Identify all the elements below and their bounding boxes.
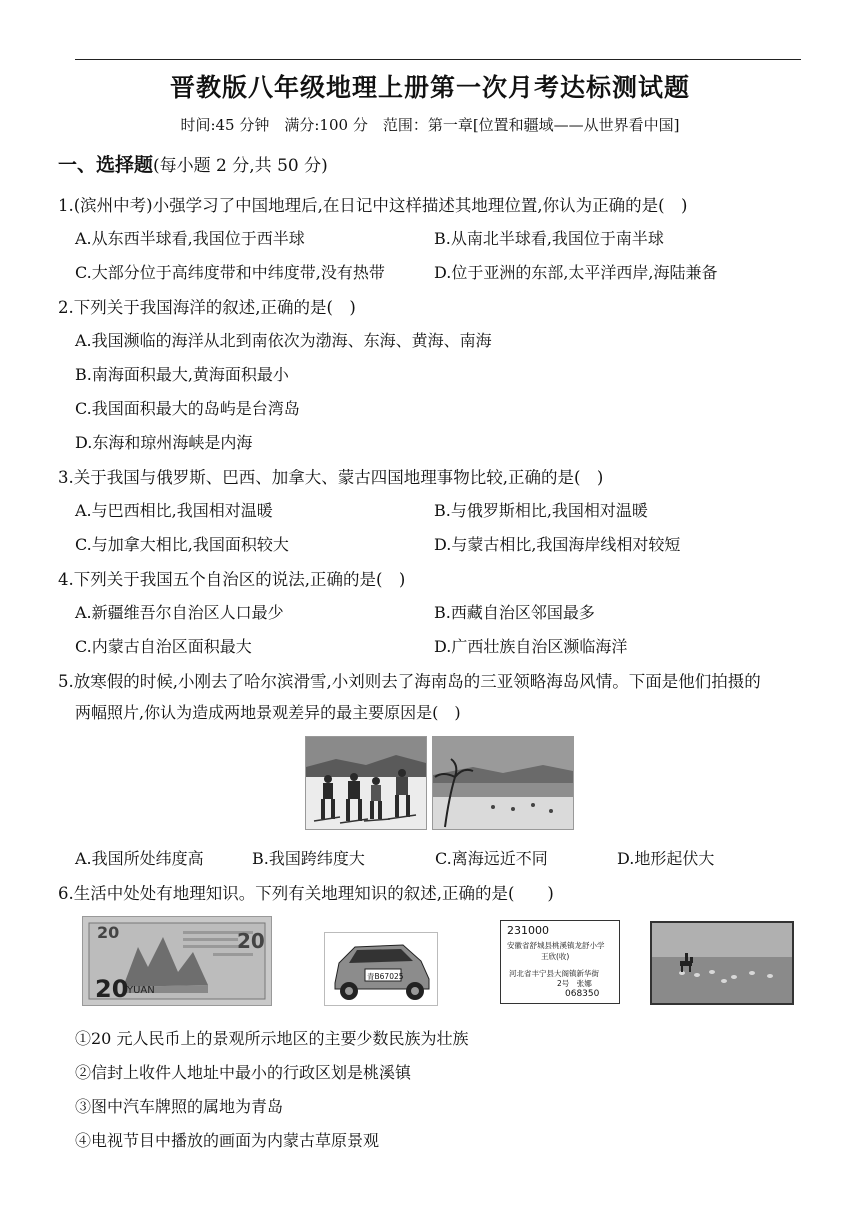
question-6-stem: 6.生活中处处有地理知识。下列有关地理知识的叙述,正确的是( ) [58, 884, 554, 903]
q6-statement-4: ④电视节目中播放的画面为内蒙古草原景观 [75, 1131, 380, 1150]
banknote-yuan: YUAN [127, 985, 155, 996]
q3-option-c: C.与加拿大相比,我国面积较大 [75, 535, 289, 554]
q5-option-b: B.我国跨纬度大 [252, 849, 365, 868]
q4-option-d: D.广西壮族自治区濒临海洋 [434, 637, 628, 656]
q5-option-d: D.地形起伏大 [617, 849, 715, 868]
section-heading [58, 150, 328, 177]
envelope-recipient-name: 王欣(收) [541, 952, 570, 961]
question-1-stem: 1.(滨州中考)小强学习了中国地理后,在日记中这样描述其地理位置,你认为正确的是( ) [58, 196, 688, 215]
question-5-stem-cont: 两幅照片,你认为造成两地景观差异的最主要原因是( ) [75, 703, 461, 722]
section-label: 一、选择题 [58, 154, 154, 176]
q2-option-d: D.东海和琼州海峡是内海 [75, 433, 253, 452]
q2-option-a: A.我国濒临的海洋从北到南依次为渤海、东海、黄海、南海 [75, 331, 492, 350]
exam-subtitle: 时间:45 分钟 满分:100 分 范围：第一章[位置和疆域——从世界看中国] [180, 116, 680, 134]
license-plate: 青B67025 [367, 972, 404, 981]
question-2-stem: 2.下列关于我国海洋的叙述,正确的是( ) [58, 298, 356, 317]
q3-option-a: A.与巴西相比,我国相对温暖 [75, 501, 273, 520]
section-note: (每小题 2 分,共 50 分) [153, 156, 328, 176]
q3-option-b: B.与俄罗斯相比,我国相对温暖 [434, 501, 648, 520]
banknote-image [82, 916, 272, 1006]
question-4-stem: 4.下列关于我国五个自治区的说法,正确的是( ) [58, 570, 406, 589]
question-5-stem: 5.放寒假的时候,小刚去了哈尔滨滑雪,小刘则去了海南岛的三亚领略海岛风情。下面是他们拍摄的 [58, 672, 761, 691]
q1-option-a: A.从东西半球看,我国位于西半球 [75, 229, 305, 248]
q1-option-d: D.位于亚洲的东部,太平洋西岸,海陆兼备 [434, 263, 718, 282]
envelope-recipient-address: 安徽省舒城县桃溪镇龙舒小学 [507, 941, 605, 950]
q4-option-b: B.西藏自治区邻国最多 [434, 603, 595, 622]
q6-statement-3: ③图中汽车牌照的属地为青岛 [75, 1097, 284, 1116]
q2-option-b: B.南海面积最大,黄海面积最小 [75, 365, 289, 384]
envelope-postcode-top: 231000 [507, 924, 549, 937]
banknote-value-right: 20 [237, 929, 265, 953]
beach-photo [432, 736, 574, 830]
q6-statement-1: ①20 元人民币上的景观所示地区的主要少数民族为壮族 [75, 1029, 469, 1048]
q4-option-c: C.内蒙古自治区面积最大 [75, 637, 252, 656]
envelope-sender-address: 河北省丰宁县大阁镇新华街 [509, 969, 599, 978]
q5-option-a: A.我国所处纬度高 [75, 849, 204, 868]
q6-statement-2: ②信封上收件人地址中最小的行政区划是桃溪镇 [75, 1063, 412, 1082]
envelope-postcode-bottom: 068350 [565, 989, 600, 999]
car-image [324, 932, 438, 1006]
q1-option-c: C.大部分位于高纬度带和中纬度带,没有热带 [75, 263, 385, 282]
envelope-sender-name: 2号 张娜 [557, 979, 592, 988]
q3-option-d: D.与蒙古相比,我国海岸线相对较短 [434, 535, 681, 554]
banknote-value-top: 20 [97, 923, 120, 942]
question-3-stem: 3.关于我国与俄罗斯、巴西、加拿大、蒙古四国地理事物比较,正确的是( ) [58, 468, 604, 487]
q5-option-c: C.离海远近不同 [435, 849, 548, 868]
q4-option-a: A.新疆维吾尔自治区人口最少 [75, 603, 284, 622]
exam-title: 晋教版八年级地理上册第一次月考达标测试题 [169, 73, 690, 102]
top-rule [75, 59, 801, 60]
banknote-value-bottom: 20 [95, 975, 129, 1003]
envelope-image [500, 920, 620, 1004]
q2-option-c: C.我国面积最大的岛屿是台湾岛 [75, 399, 300, 418]
grassland-photo [650, 921, 794, 1005]
q1-option-b: B.从南北半球看,我国位于南半球 [434, 229, 664, 248]
ski-photo [305, 736, 427, 830]
